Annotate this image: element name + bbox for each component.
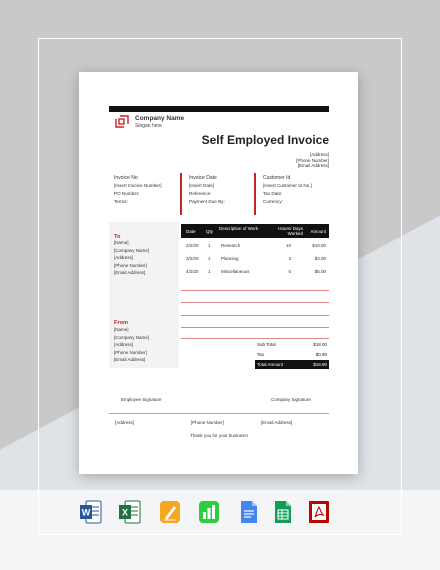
- from-address-list: [114, 326, 149, 364]
- row-desc: Miscellaneous: [221, 269, 250, 274]
- footer-phone: [Phone Number]: [191, 420, 224, 425]
- row-desc: Planning: [221, 256, 239, 261]
- invoice-date-label: Invoice Date: [189, 175, 217, 181]
- tax-row: [255, 350, 329, 359]
- to-address-list: [114, 239, 149, 277]
- table-row: [181, 253, 329, 265]
- pdf-icon[interactable]: [308, 500, 330, 524]
- from-email: [Email Address]: [114, 357, 146, 363]
- company-email: [Email Address]: [297, 163, 329, 169]
- row-hours: 10: [285, 243, 291, 248]
- to-email: [Email Address]: [114, 270, 146, 276]
- company-name: Company Name: [135, 115, 185, 122]
- company-logo-icon: [115, 115, 129, 128]
- col-date-header: Date: [186, 228, 196, 234]
- tax-date-label: Tax Date:: [263, 191, 283, 196]
- subtotal-label: Sub Total: [257, 342, 276, 347]
- from-name: [Name]: [114, 327, 129, 332]
- row-desc: Research: [221, 243, 241, 248]
- pages-icon[interactable]: [159, 500, 181, 524]
- subtotal-row: [255, 340, 329, 349]
- tax-value: $0.90: [315, 352, 327, 357]
- invoice-title: Self Employed Invoice: [201, 133, 329, 147]
- empty-row-line: [181, 302, 329, 303]
- customer-id-col: [263, 174, 312, 206]
- info-divider-2: [254, 173, 256, 215]
- svg-text:X: X: [121, 507, 129, 518]
- row-hours: 3: [288, 256, 291, 261]
- from-phone: [Phone Number]: [114, 349, 147, 355]
- terms-label: Terms:: [114, 199, 128, 204]
- to-company: [Company Name]: [114, 247, 150, 253]
- row-qty: 1: [208, 269, 211, 274]
- col-qty-header: Qty: [206, 228, 214, 234]
- footer-address: [Address]: [115, 420, 135, 425]
- col-desc-header: Description of Work: [219, 226, 259, 231]
- empty-row-line: [181, 290, 329, 291]
- to-address: [Address]: [114, 255, 134, 261]
- google-sheets-icon[interactable]: [272, 500, 294, 524]
- word-icon[interactable]: [80, 500, 102, 524]
- to-name: [Name]: [114, 240, 129, 245]
- total-label: Total Amount: [257, 362, 284, 367]
- total-row: [255, 360, 329, 369]
- footer-email: [Email Address]: [261, 420, 293, 425]
- numbers-icon[interactable]: [198, 500, 220, 524]
- currency-label: Currency:: [263, 199, 283, 204]
- footer-divider: [109, 413, 329, 414]
- from-company: [Company Name]: [114, 334, 150, 340]
- po-number-label: PO Number:: [114, 191, 140, 196]
- table-row: [181, 266, 329, 278]
- row-amount: $3.00: [314, 256, 326, 261]
- to-phone: [Phone Number]: [114, 262, 147, 268]
- invoice-document: [79, 72, 358, 474]
- to-heading: To: [114, 234, 121, 240]
- row-qty: 1: [208, 243, 211, 248]
- header-bar: [109, 106, 329, 112]
- row-amount: $5.00: [314, 269, 326, 274]
- customer-id-label: Customer Id: [263, 175, 291, 181]
- info-divider-1: [180, 173, 182, 215]
- row-amount: $10.00: [312, 243, 326, 248]
- table-row: [181, 240, 329, 252]
- excel-icon[interactable]: [119, 500, 141, 524]
- col-amount-header: Amount: [310, 228, 326, 234]
- customer-id-value: [Insert Customer Id No.]: [263, 183, 312, 188]
- svg-text:W: W: [81, 507, 91, 518]
- items-table-header: [181, 224, 329, 238]
- google-docs-icon[interactable]: [238, 500, 260, 524]
- company-phone: [Phone Number]: [296, 157, 329, 163]
- tax-label: Tax: [257, 352, 265, 357]
- empty-row-line: [181, 338, 329, 339]
- row-date: 4/2/20: [186, 269, 199, 274]
- company-address: [Address]: [309, 152, 329, 157]
- subtotal-value: $18.00: [313, 342, 327, 347]
- reference-label: Reference:: [189, 191, 212, 196]
- invoice-no-label: Invoice No: [114, 175, 138, 181]
- employee-signature-label: Employee Signature: [121, 397, 162, 402]
- row-qty: 1: [208, 256, 211, 261]
- company-slogan: Slogan here: [135, 123, 162, 129]
- empty-row-line: [181, 315, 329, 316]
- invoice-no-value: [Insert Invoice Number]: [114, 183, 162, 188]
- payment-due-label: Payment Due By:: [189, 199, 225, 204]
- from-address: [Address]: [114, 342, 134, 348]
- row-hours: 5: [288, 269, 291, 274]
- empty-row-line: [181, 327, 329, 328]
- invoice-date-value: [Insert Date]: [189, 183, 215, 188]
- thank-you-note: Thank you for your business!: [190, 433, 248, 438]
- from-heading: From: [114, 320, 128, 326]
- company-signature-label: Company Signature: [271, 397, 311, 402]
- total-value: $18.90: [313, 362, 327, 367]
- row-date: 3/2/20: [186, 256, 199, 261]
- row-date: 2/2/20: [186, 243, 199, 248]
- company-address-block: [259, 152, 329, 169]
- invoice-number-col: [114, 174, 162, 206]
- invoice-date-col: [189, 174, 225, 206]
- col-hours-header: Hours/ Days Worked: [278, 226, 303, 236]
